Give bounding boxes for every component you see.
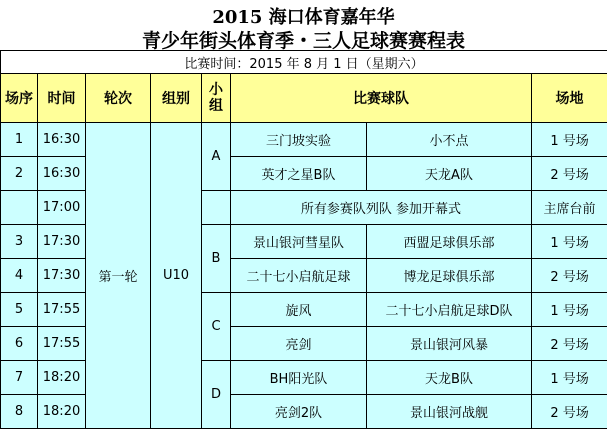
match-time: 17:55 bbox=[38, 327, 86, 361]
venue: 1 号场 bbox=[532, 225, 607, 259]
subgroup-cell: D bbox=[202, 361, 231, 429]
subgroup-cell: C bbox=[202, 293, 231, 361]
match-time: 17:00 bbox=[38, 191, 86, 225]
header-subgroup bbox=[202, 74, 231, 123]
title-line-2: 青少年街头体育季・三人足球赛赛程表 bbox=[141, 30, 465, 52]
match-time: 18:20 bbox=[38, 395, 86, 429]
home-team: 亮剑2队 bbox=[231, 395, 367, 429]
venue: 1 号场 bbox=[532, 361, 607, 395]
match-time: 16:30 bbox=[38, 123, 86, 157]
away-team: 二十七小启航足球D队 bbox=[367, 293, 532, 327]
header-round: 轮次 bbox=[86, 74, 151, 123]
match-order: 5 bbox=[1, 293, 38, 327]
table-row bbox=[1, 123, 607, 157]
away-team: 天龙A队 bbox=[367, 157, 532, 191]
away-team: 天龙B队 bbox=[367, 361, 532, 395]
match-order bbox=[1, 191, 38, 225]
subgroup-cell-empty bbox=[202, 191, 231, 225]
home-team: 二十七小启航足球 bbox=[231, 259, 367, 293]
match-time: 18:20 bbox=[38, 361, 86, 395]
subgroup-cell: A bbox=[202, 123, 231, 191]
subgroup-cell: B bbox=[202, 225, 231, 293]
home-team: 旋风 bbox=[231, 293, 367, 327]
match-order: 2 bbox=[1, 157, 38, 191]
home-team: 景山银河彗星队 bbox=[231, 225, 367, 259]
away-team: 西盟足球俱乐部 bbox=[367, 225, 532, 259]
away-team: 博龙足球俱乐部 bbox=[367, 259, 532, 293]
venue: 2 号场 bbox=[532, 327, 607, 361]
header-subgroup-line-1: 小 bbox=[209, 82, 223, 98]
venue: 2 号场 bbox=[532, 157, 607, 191]
match-order: 1 bbox=[1, 123, 38, 157]
group-cell: U10 bbox=[151, 123, 202, 429]
home-team: 亮剑 bbox=[231, 327, 367, 361]
match-time: 17:30 bbox=[38, 259, 86, 293]
venue: 2 号场 bbox=[532, 395, 607, 429]
opening-ceremony: 所有参赛队列队 参加开幕式 bbox=[231, 191, 532, 225]
match-order: 7 bbox=[1, 361, 38, 395]
home-team: 英才之星B队 bbox=[231, 157, 367, 191]
home-team: 三门坡实验 bbox=[231, 123, 367, 157]
venue: 1 号场 bbox=[532, 293, 607, 327]
schedule-table bbox=[0, 50, 607, 429]
venue: 2 号场 bbox=[532, 259, 607, 293]
match-time: 17:55 bbox=[38, 293, 86, 327]
match-order: 3 bbox=[1, 225, 38, 259]
header-group: 组别 bbox=[151, 74, 202, 123]
away-team: 景山银河风暴 bbox=[367, 327, 532, 361]
header-subgroup-line-2: 组 bbox=[209, 98, 223, 114]
home-team: BH阳光队 bbox=[231, 361, 367, 395]
match-time: 17:30 bbox=[38, 225, 86, 259]
match-order: 8 bbox=[1, 395, 38, 429]
header-row bbox=[1, 74, 607, 123]
away-team: 景山银河战舰 bbox=[367, 395, 532, 429]
away-team: 小不点 bbox=[367, 123, 532, 157]
match-date: 比赛时间：2015 年 8 月 1 日（星期六） bbox=[1, 51, 607, 74]
round-cell: 第一轮 bbox=[86, 123, 151, 429]
match-time: 16:30 bbox=[38, 157, 86, 191]
header-teams: 比赛球队 bbox=[231, 74, 532, 123]
header-venue: 场地 bbox=[532, 74, 607, 123]
venue: 1 号场 bbox=[532, 123, 607, 157]
match-order: 6 bbox=[1, 327, 38, 361]
header-time: 时间 bbox=[38, 74, 86, 123]
match-order: 4 bbox=[1, 259, 38, 293]
header-order: 场序 bbox=[1, 74, 38, 123]
venue: 主席台前 bbox=[532, 191, 607, 225]
title-line-1: 2015 海口体育嘉年华 bbox=[212, 7, 395, 28]
